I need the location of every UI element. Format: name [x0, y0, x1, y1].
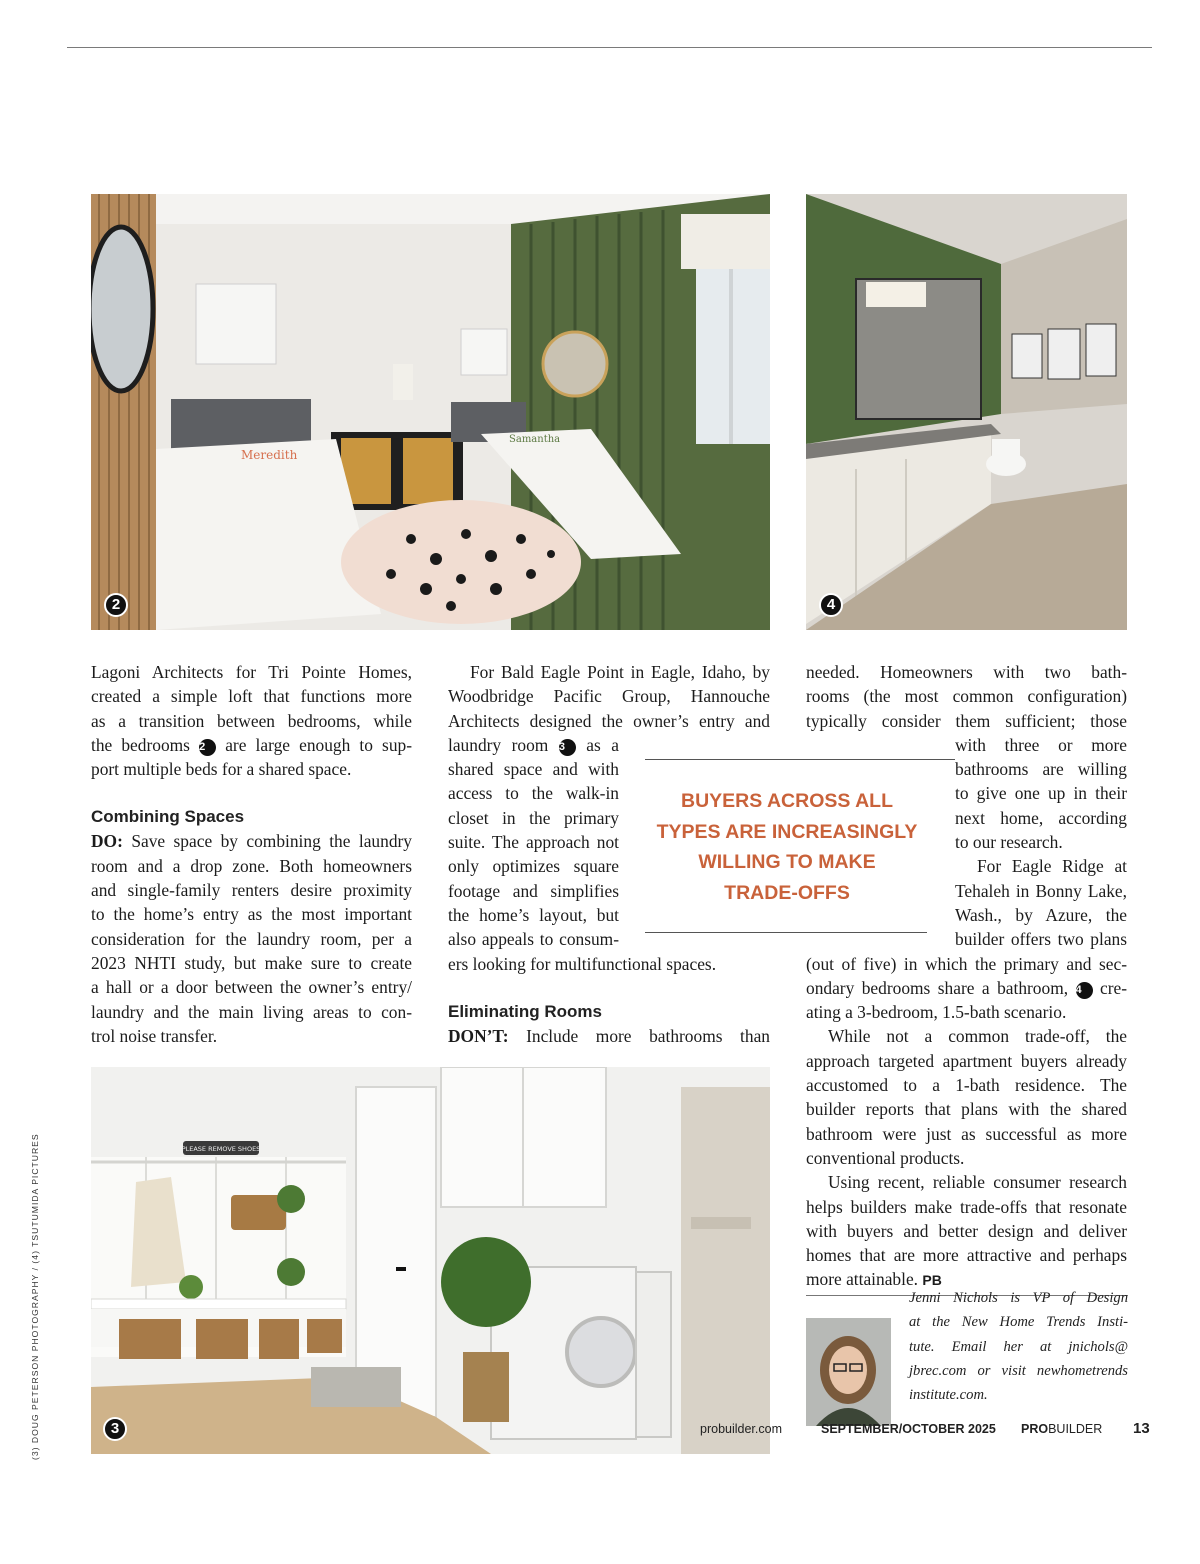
body-line: created a simple loft that functions more [91, 686, 412, 707]
footer-brand: PROBUILDER [1021, 1422, 1103, 1436]
body-line: shared space and with [448, 759, 619, 780]
footer-issue: SEPTEMBER/OCTOBER 2025 [821, 1422, 996, 1436]
body-line: For Eagle Ridge at [977, 856, 1127, 877]
body-line: a hall or a door between the owner’s entry/ [91, 977, 412, 998]
pullquote-line: WILLING TO MAKE [698, 851, 876, 873]
body-line: to give one up in their [955, 783, 1127, 804]
body-line: rooms (the most common configuration) [806, 686, 1127, 707]
body-line: helps builders make trade-offs that resonate [806, 1196, 1127, 1217]
body-line: While not a common trade-off, the [828, 1026, 1127, 1047]
body-line: to the home’s entry as the most important [91, 904, 412, 925]
photo-ref-2: 2 [199, 739, 216, 756]
body-line: approach targeted apartment buyers already [806, 1050, 1127, 1071]
body-line: 2023 NHTI study, but make sure to create [91, 952, 412, 973]
body-line: with three or more [955, 734, 1127, 755]
body-line: ers looking for multifunctional spaces. [448, 953, 717, 974]
end-mark: PB [922, 1272, 942, 1289]
column-3 [806, 660, 1127, 1292]
svg-text:PLEASE REMOVE SHOES: PLEASE REMOVE SHOES [181, 1145, 261, 1153]
do-label: DO: [91, 831, 123, 852]
bio-line: Jenni Nichols is VP of Design [909, 1290, 1128, 1306]
body-line: trol noise transfer. [91, 1025, 218, 1046]
body-line: (out of five) in which the primary and sec- [806, 953, 1127, 974]
page-number: 13 [1133, 1420, 1150, 1437]
body-line: suite. The approach not [448, 832, 619, 853]
body-line: closet in the primary [448, 807, 619, 828]
body-line: room and a drop zone. Both homeowners [91, 855, 412, 876]
body-line: homes that are more attractive and perhaps [806, 1245, 1127, 1266]
body-line: builder offers two plans [955, 929, 1127, 950]
body-line: the bedrooms 2 are large enough to sup- [91, 734, 412, 755]
body-line: as a transition between bedrooms, while [91, 710, 412, 731]
body-line: Architects designed the owner’s entry and [448, 710, 770, 731]
body-line: For Bald Eagle Point in Eagle, Idaho, by [470, 662, 770, 682]
body-line: ondary bedrooms share a bathroom, 4 cre- [806, 977, 1127, 998]
body-line: next home, according [955, 807, 1127, 828]
body-line: with buyers and better design and deliver [806, 1220, 1127, 1241]
body-line: typically consider them sufficient; those [806, 710, 1127, 731]
body-line: footage and simplifies [448, 880, 619, 901]
body-line: builder reports that plans with the shared [806, 1099, 1127, 1120]
body-line: and single-family renters desire proximity [91, 880, 412, 901]
pullquote-line: TYPES ARE INCREASINGLY [656, 820, 918, 843]
bio-line: tute. Email her at jnichols@ [909, 1338, 1128, 1355]
bio-line: at the New Home Trends Insti- [909, 1314, 1128, 1331]
body-line: Wash., by Azure, the [955, 904, 1127, 925]
body-line: also appeals to consum- [448, 929, 619, 950]
photo-credit: (3) DOUG PETERSON PHOTOGRAPHY / (4) TSUTUMIDA PICTURES [30, 1133, 40, 1460]
body-line: consideration for the laundry room, per a [91, 928, 412, 949]
bedroom-photo [91, 194, 770, 630]
body-line: to our research. [955, 832, 1063, 853]
photo-number-4: 4 [819, 593, 843, 617]
svg-text:Samantha: Samantha [509, 434, 561, 445]
footer-site: probuilder.com [700, 1422, 782, 1436]
svg-text:Meredith: Meredith [241, 448, 298, 462]
dont-label: DON’T: [448, 1025, 509, 1046]
body-line: access to the walk-in [448, 783, 619, 804]
body-line: DON’T: Include more bathrooms than [448, 1025, 770, 1046]
bio-line: institute.com. [909, 1387, 988, 1404]
section-heading-eliminating-rooms: Eliminating Rooms [448, 1001, 602, 1021]
body-line: the home’s layout, but [448, 904, 619, 925]
body-line: Tehaleh in Bonny Lake, [955, 880, 1127, 901]
laundry-photo [91, 1067, 770, 1454]
pullquote-line: TRADE-OFFS [724, 881, 850, 904]
body-line: bathroom were just as successful as more [806, 1123, 1127, 1144]
body-line: laundry room 3 as a [448, 734, 619, 755]
section-heading-combining-spaces: Combining Spaces [91, 807, 245, 827]
bathroom-photo [806, 194, 1127, 630]
top-rule [67, 47, 1152, 48]
author-headshot [806, 1318, 891, 1426]
body-line: conventional products. [806, 1147, 965, 1168]
body-line: DO: Save space by combining the laundry [91, 831, 412, 852]
body-line: bathrooms are willing [955, 759, 1127, 780]
column-1 [91, 660, 412, 1048]
body-line: laundry and the main living areas to con- [91, 1001, 412, 1022]
body-line: Using recent, reliable consumer research [828, 1172, 1127, 1193]
body-line: only optimizes square [448, 856, 619, 877]
photo-ref-4: 4 [1076, 982, 1093, 999]
body-line: Woodbridge Pacific Group, Hannouche [448, 686, 770, 707]
body-line: ating a 3-bedroom, 1.5-bath scenario. [806, 1002, 1067, 1023]
body-line: needed. Homeowners with two bath- [806, 662, 1127, 682]
body-line: more attainable. PB [806, 1269, 942, 1290]
body-line: accustomed to a 1-bath residence. The [806, 1075, 1127, 1096]
body-line: Lagoni Architects for Tri Pointe Homes, [91, 662, 412, 682]
photo-number-2: 2 [104, 593, 128, 617]
photo-number-3: 3 [103, 1417, 127, 1441]
body-line: port multiple beds for a shared space. [91, 759, 352, 780]
pullquote-line: BUYERS ACROSS ALL [681, 790, 893, 812]
author-bio [909, 1286, 1128, 1407]
photo-ref-3: 3 [559, 739, 576, 756]
bio-line: jbrec.com or visit newhometrends [909, 1362, 1128, 1379]
